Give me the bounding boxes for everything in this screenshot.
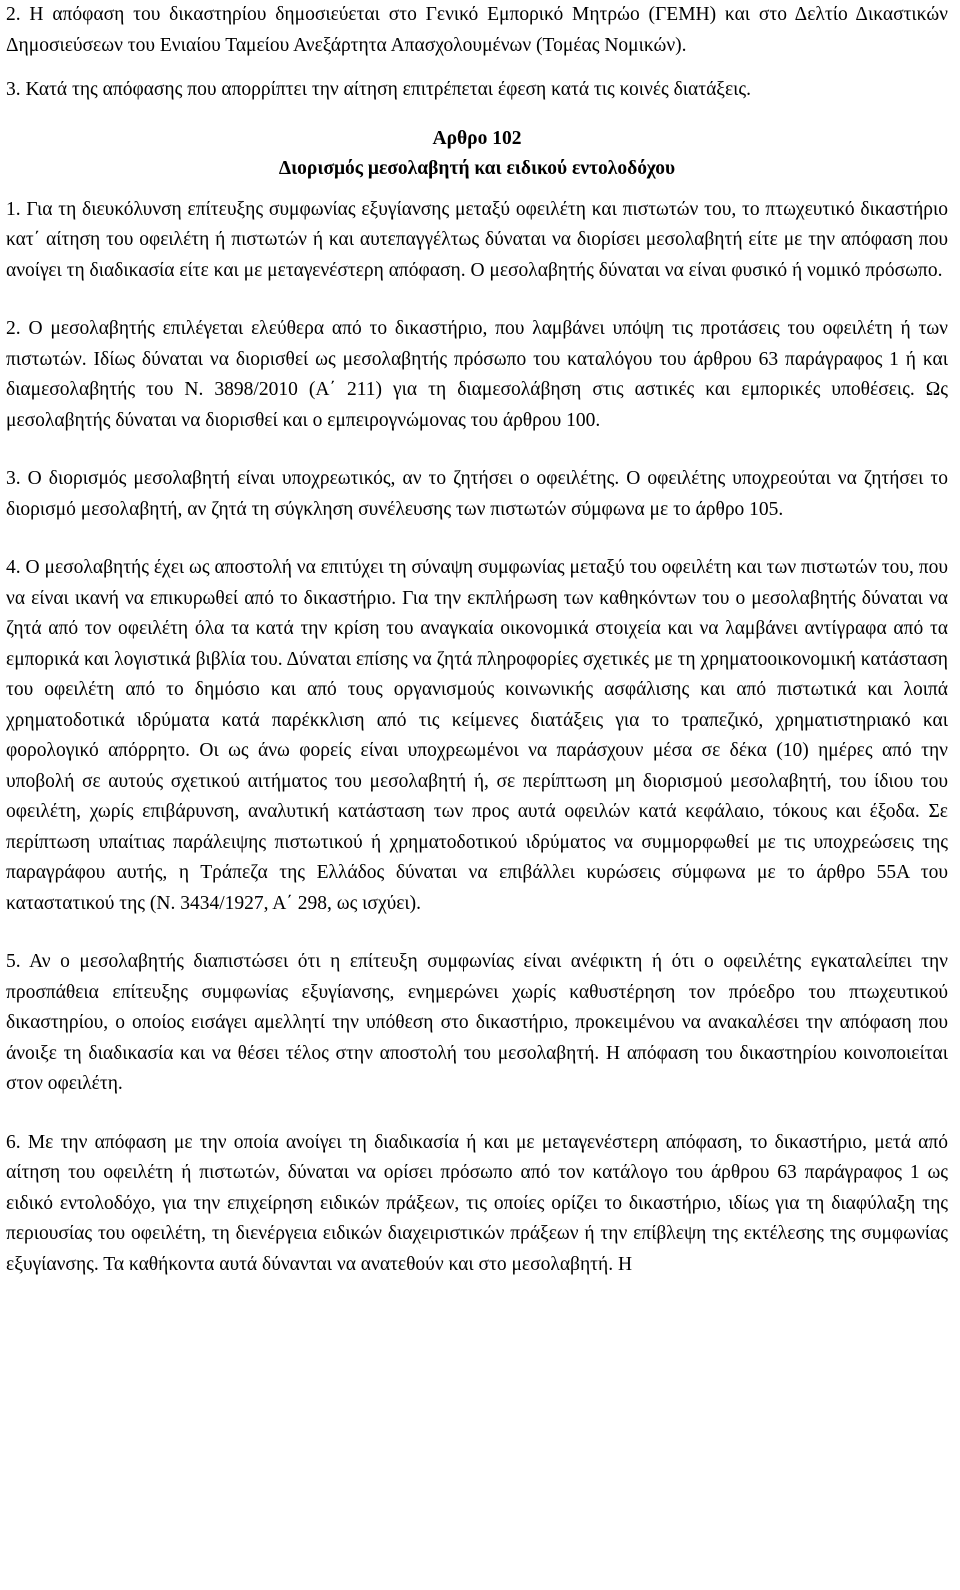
intro-paragraph-2: 2. Η απόφαση του δικαστηρίου δημοσιεύεται στο Γενικό Εμπορικό Μητρώο (ΓΕΜΗ) και στο Δελτίο Δικαστικών Δημοσιεύσεων του Ενιαίου Ταμείου Ανεξάρτητα Απασχολουμένων (Τομέας Νομικών). [6,4,948,56]
intro-paragraph-3: 3. Κατά της απόφασης που απορρίπτει την αίτηση επιτρέπεται έφεση κατά τις κοινές διατάξεις. [6,79,752,100]
article-paragraph-2: 2. Ο μεσολαβητής επιλέγεται ελεύθερα από το δικαστήριο, που λαμβάνει υπόψη τις προτάσεις του οφειλέτη ή των πιστωτών. Ιδίως δύναται να διορισθεί ως μεσολαβητής πρόσωπο του καταλόγου του άρθρου 63 παράγραφος 1 ή και διαμεσολαβητής του Ν. 3898/2010 (Α΄ 211) για τη διαμεσολάβηση στις αστικές και εμπορικές υποθέσεις. Ως μεσολαβητής δύναται να διορισθεί και ο εμπειρογνώμονας του άρθρου 100. [6,318,948,431]
article-paragraph-6: 6. Με την απόφαση με την οποία ανοίγει τη διαδικασία ή και με μεταγενέστερη απόφαση, το δικαστήριο, μετά από αίτηση του οφειλέτη ή πιστωτών, δύναται να ορίσει πρόσωπο από τον κατάλογο του άρθρου 63 παράγραφος 1 ως ειδικό εντολοδόχο, για την επιχείρηση ειδικών πράξεων, τις οποίες ορίζει το δικαστήριο, ιδίως για τη διαφύλαξη της περιουσίας του οφειλέτη, τη διενέργεια ειδικών διαχειριστικών πράξεων ή την επίβλεψη της εκτέλεσης της συμφωνίας εξυγίανσης. Τα καθήκοντα αυτά δύνανται να ανατεθούν και στο μεσολαβητή. Η [6,1131,948,1275]
document-page [6,0,948,1280]
article-paragraph-4: 4. Ο μεσολαβητής έχει ως αποστολή να επιτύχει τη σύναψη συμφωνίας μεταξύ του οφειλέτη και των πιστωτών του, που να είναι ικανή να επικυρωθεί από το δικαστήριο. Για την εκπλήρωση των καθηκόντων του ο μεσολαβητής δύναται να ζητά από τον οφειλέτη όλα τα κατά την κρίση του αναγκαία οικονομικά στοιχεία και να λαμβάνει αντίγραφα από τα εμπορικά και λογιστικά βιβλία του. Δύναται επίσης να ζητά πληροφορίες σχετικές με τη χρηματοοικονομική κατάσταση του οφειλέτη από το δημόσιο και από τους οργανισμούς κοινωνικής ασφάλισης και από πιστωτικά και λοιπά χρηματοδοτικά ιδρύματα κατά παρέκκλιση από τις κείμενες διατάξεις για το τραπεζικό, χρηματιστηριακό και φορολογικό απόρρητο. Οι ως άνω φορείς είναι υποχρεωμένοι να παράσχουν μέσα σε δέκα (10) ημέρες από την υποβολή σε αυτούς σχετικού αιτήματος του μεσολαβητή ή, σε περίπτωση μη διορισμού μεσολαβητή, του ίδιου του οφειλέτη, χωρίς επιβάρυνση, αναλυτική κατάσταση των προς αυτά οφειλών κατά κεφάλαιο, τόκους και έξοδα. Σε περίπτωση υπαίτιας παράλειψης πιστωτικού ή χρηματοδοτικού ιδρύματος να συμμορφωθεί με τις υποχρεώσεις της παραγράφου αυτής, η Τράπεζα της Ελλάδος δύναται να επιβάλλει κυρώσεις σύμφωνα με το άρθρο 55Α του καταστατικού της (Ν. 3434/1927, Α΄ 298, ως ισχύει). [6,557,948,914]
article-title: Διορισμός μεσολαβητή και ειδικού εντολοδόχου [278,158,676,179]
article-paragraph-3: 3. Ο διορισμός μεσολαβητή είναι υποχρεωτικός, αν το ζητήσει ο οφειλέτης. Ο οφειλέτης υποχρεούται να ζητήσει το διορισμό μεσολαβητή, αν ζητά τη σύγκληση συνέλευσης των πιστωτών σύμφωνα με το άρθρο 105. [6,468,948,520]
article-paragraph-5: 5. Αν ο μεσολαβητής διαπιστώσει ότι η επίτευξη συμφωνίας είναι ανέφικτη ή ότι ο οφειλέτης εγκαταλείπει την προσπάθεια επίτευξης συμφωνίας εξυγίανσης, ενημερώνει χωρίς καθυστέρηση τον πρόεδρο του πτωχευτικού δικαστηρίου, ο οποίος εισάγει αμελλητί την υπόθεση στο δικαστήριο, προκειμένου να ανακαλέσει την απόφαση που άνοιξε τη διαδικασία και να θέσει τέλος στην αποστολή του μεσολαβητή. Η απόφαση του δικαστηρίου κοινοποιείται στον οφειλέτη. [6,951,948,1094]
article-number: Αρθρο 102 [432,127,522,149]
article-paragraph-1: 1. Για τη διευκόλυνση επίτευξης συμφωνίας εξυγίανσης μεταξύ οφειλέτη και πιστωτών του, το πτωχευτικό δικαστήριο κατ΄ αίτηση του οφειλέτη ή πιστωτών ή και αυτεπαγγέλτως δύναται να διορίσει μεσολαβητή είτε με την απόφαση που ανοίγει τη διαδικασία είτε και με μεταγενέστερη απόφαση. Ο μεσολαβητής δύναται να είναι φυσικό ή νομικό πρόσωπο. [6,198,948,281]
article-heading [6,106,948,195]
